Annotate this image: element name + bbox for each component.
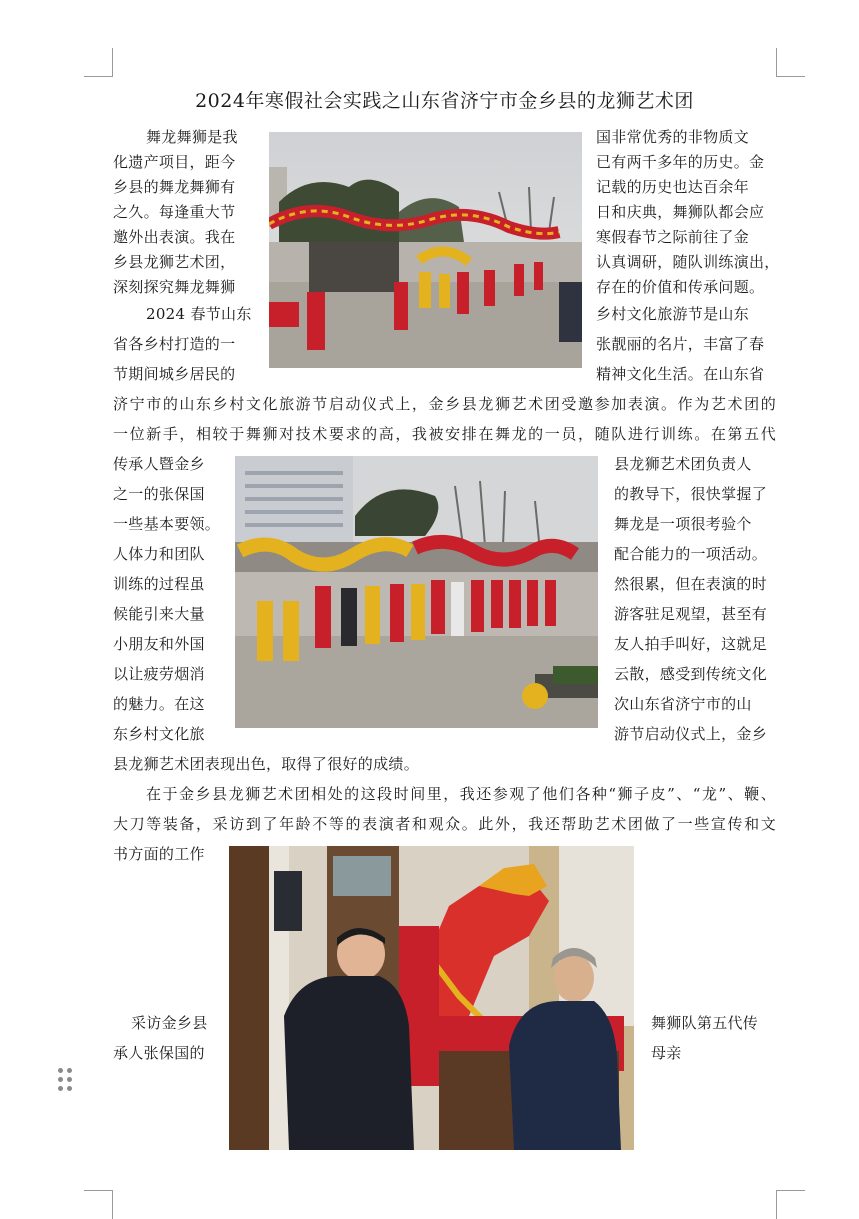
text-line[interactable]: 候能引来大量	[113, 605, 205, 623]
text-line[interactable]: 乡县龙狮艺术团，	[113, 253, 236, 271]
text-line[interactable]: 邀外出表演。我在	[113, 228, 236, 246]
text-line[interactable]: 存在的价值和传承问题。	[596, 278, 765, 296]
text-line[interactable]: 省各乡村打造的一	[113, 335, 236, 353]
text-line[interactable]: 一位新手，相较于舞狮对技术要求的高，我被安排在舞龙的一员，随队进行训练。在第五代	[113, 425, 776, 443]
caption-line[interactable]: 舞狮队第五代传	[651, 1014, 759, 1032]
text-line[interactable]: 县龙狮艺术团表现出色，取得了很好的成绩。	[113, 755, 420, 773]
text-line[interactable]: 节期间城乡居民的	[113, 365, 236, 383]
text-line[interactable]: 友人拍手叫好，这就足	[614, 635, 768, 653]
text-line[interactable]: 化遗产项目，距今	[113, 153, 236, 171]
text-line[interactable]: 一些基本要领。	[113, 515, 221, 533]
text-line[interactable]: 人体力和团队	[113, 545, 205, 563]
text-line[interactable]: 书方面的工作	[113, 845, 205, 863]
text-line[interactable]: 在于金乡县龙狮艺术团相处的这段时间里，我还参观了他们各种“狮子皮”、“龙”、鞭、	[146, 785, 776, 803]
text-line[interactable]: 乡村文化旅游节是山东	[596, 305, 750, 323]
page-corner-mark	[776, 1190, 805, 1219]
photo-interview[interactable]	[229, 846, 634, 1150]
text-line[interactable]: 的教导下，很快掌握了	[614, 485, 768, 503]
caption-line[interactable]: 承人张保国的	[113, 1044, 205, 1062]
caption-line[interactable]: 母亲	[651, 1044, 682, 1062]
text-line[interactable]: 云散，感受到传统文化	[614, 665, 768, 683]
text-line[interactable]: 舞龙舞狮是我	[146, 128, 238, 146]
text-line[interactable]: 小朋友和外国	[113, 635, 205, 653]
text-line[interactable]: 次山东省济宁市的山	[614, 695, 752, 713]
text-line[interactable]: 然很累，但在表演的时	[614, 575, 768, 593]
text-line[interactable]: 游节启动仪式上，金乡	[614, 725, 768, 743]
text-line[interactable]: 传承人暨金乡	[113, 455, 205, 473]
text-line[interactable]: 2024 春节山东	[146, 305, 252, 323]
text-line[interactable]: 济宁市的山东乡村文化旅游节启动仪式上，金乡县龙狮艺术团受邀参加表演。作为艺术团的	[113, 395, 776, 413]
text-line[interactable]: 东乡村文化旅	[113, 725, 205, 743]
text-line[interactable]: 舞龙是一项很考验个	[614, 515, 752, 533]
text-line[interactable]: 之久。每逢重大节	[113, 203, 236, 221]
text-line[interactable]: 以让疲劳烟消	[113, 665, 205, 683]
text-line[interactable]: 县龙狮艺术团负责人	[614, 455, 752, 473]
text-line[interactable]: 大刀等装备，采访到了年龄不等的表演者和观众。此外，我还帮助艺术团做了一些宣传和文	[113, 815, 776, 833]
text-line[interactable]: 张靓丽的名片，丰富了春	[596, 335, 765, 353]
drag-dots-icon[interactable]	[58, 1068, 74, 1092]
photo-dragon-parade[interactable]	[269, 132, 582, 368]
photo-troupe-group[interactable]	[235, 456, 598, 728]
text-line[interactable]: 国非常优秀的非物质文	[596, 128, 750, 146]
text-line[interactable]: 乡县的舞龙舞狮有	[113, 178, 236, 196]
text-line[interactable]: 的魅力。在这	[113, 695, 205, 713]
page-corner-mark	[84, 48, 113, 77]
text-line[interactable]: 寒假春节之际前往了金	[596, 228, 750, 246]
text-line[interactable]: 记载的历史也达百余年	[596, 178, 750, 196]
caption-line[interactable]: 采访金乡县	[131, 1014, 208, 1032]
page-corner-mark	[776, 48, 805, 77]
text-line[interactable]: 日和庆典，舞狮队都会应	[596, 203, 765, 221]
text-line[interactable]: 深刻探究舞龙舞狮	[113, 278, 236, 296]
text-line[interactable]: 之一的张保国	[113, 485, 205, 503]
document-title[interactable]: 2024年寒假社会实践之山东省济宁市金乡县的龙狮艺术团	[195, 90, 694, 112]
page-corner-mark	[84, 1190, 113, 1219]
text-line[interactable]: 已有两千多年的历史。金	[596, 153, 765, 171]
text-line[interactable]: 游客驻足观望，甚至有	[614, 605, 768, 623]
text-line[interactable]: 配合能力的一项活动。	[614, 545, 768, 563]
text-line[interactable]: 训练的过程虽	[113, 575, 205, 593]
text-line[interactable]: 精神文化生活。在山东省	[596, 365, 765, 383]
text-line[interactable]: 认真调研，随队训练演出，	[596, 253, 780, 271]
